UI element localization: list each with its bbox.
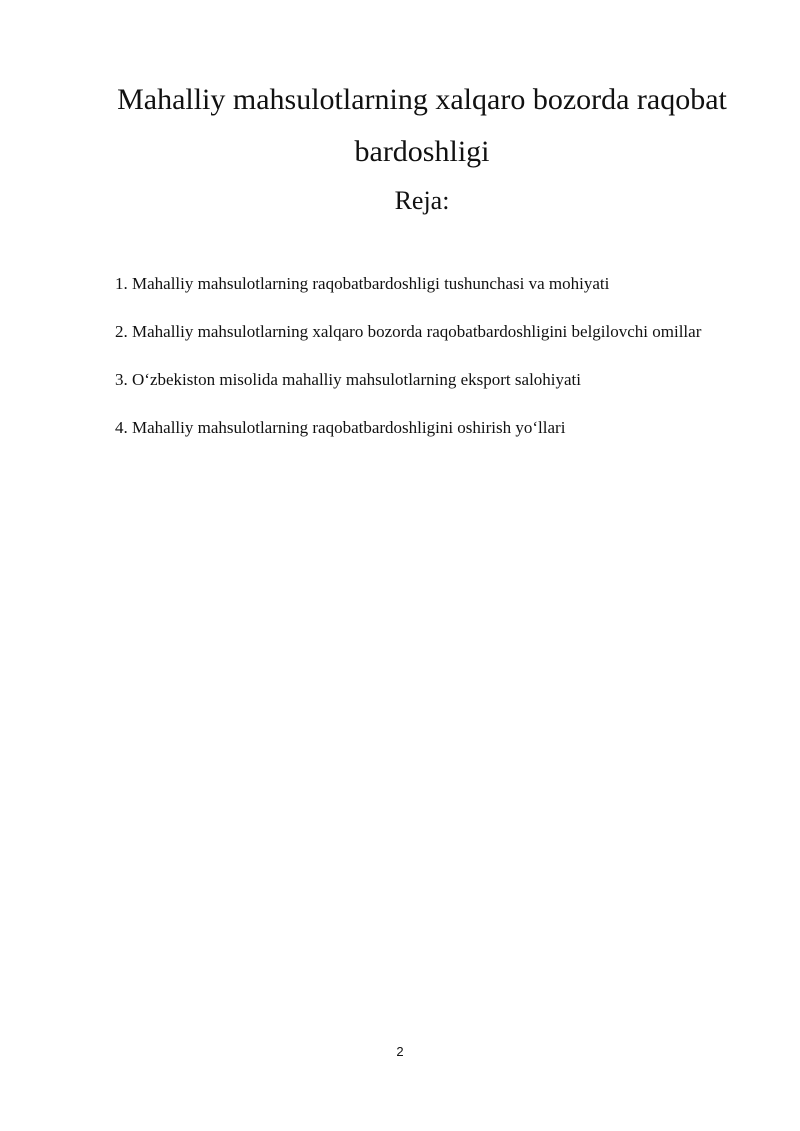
title-block <box>112 74 732 216</box>
plan-item: 4. Mahalliy mahsulotlarning raqobatbardoshligini oshirish yo‘llari <box>115 418 566 437</box>
plan-item: 1. Mahalliy mahsulotlarning raqobatbardoshligi tushunchasi va mohiyati <box>115 274 610 293</box>
plan-list <box>115 270 715 462</box>
plan-item: 2. Mahalliy mahsulotlarning xalqaro bozorda raqobatbardoshligini belgilovchi omillar <box>115 322 702 341</box>
plan-heading: Reja: <box>394 186 450 215</box>
plan-item: 3. O‘zbekiston misolida mahalliy mahsulotlarning eksport salohiyati <box>115 370 582 389</box>
document-title: Mahalliy mahsulotlarning xalqaro bozorda raqobat bardoshligi <box>117 83 727 168</box>
page-number: 2 <box>396 1044 404 1059</box>
